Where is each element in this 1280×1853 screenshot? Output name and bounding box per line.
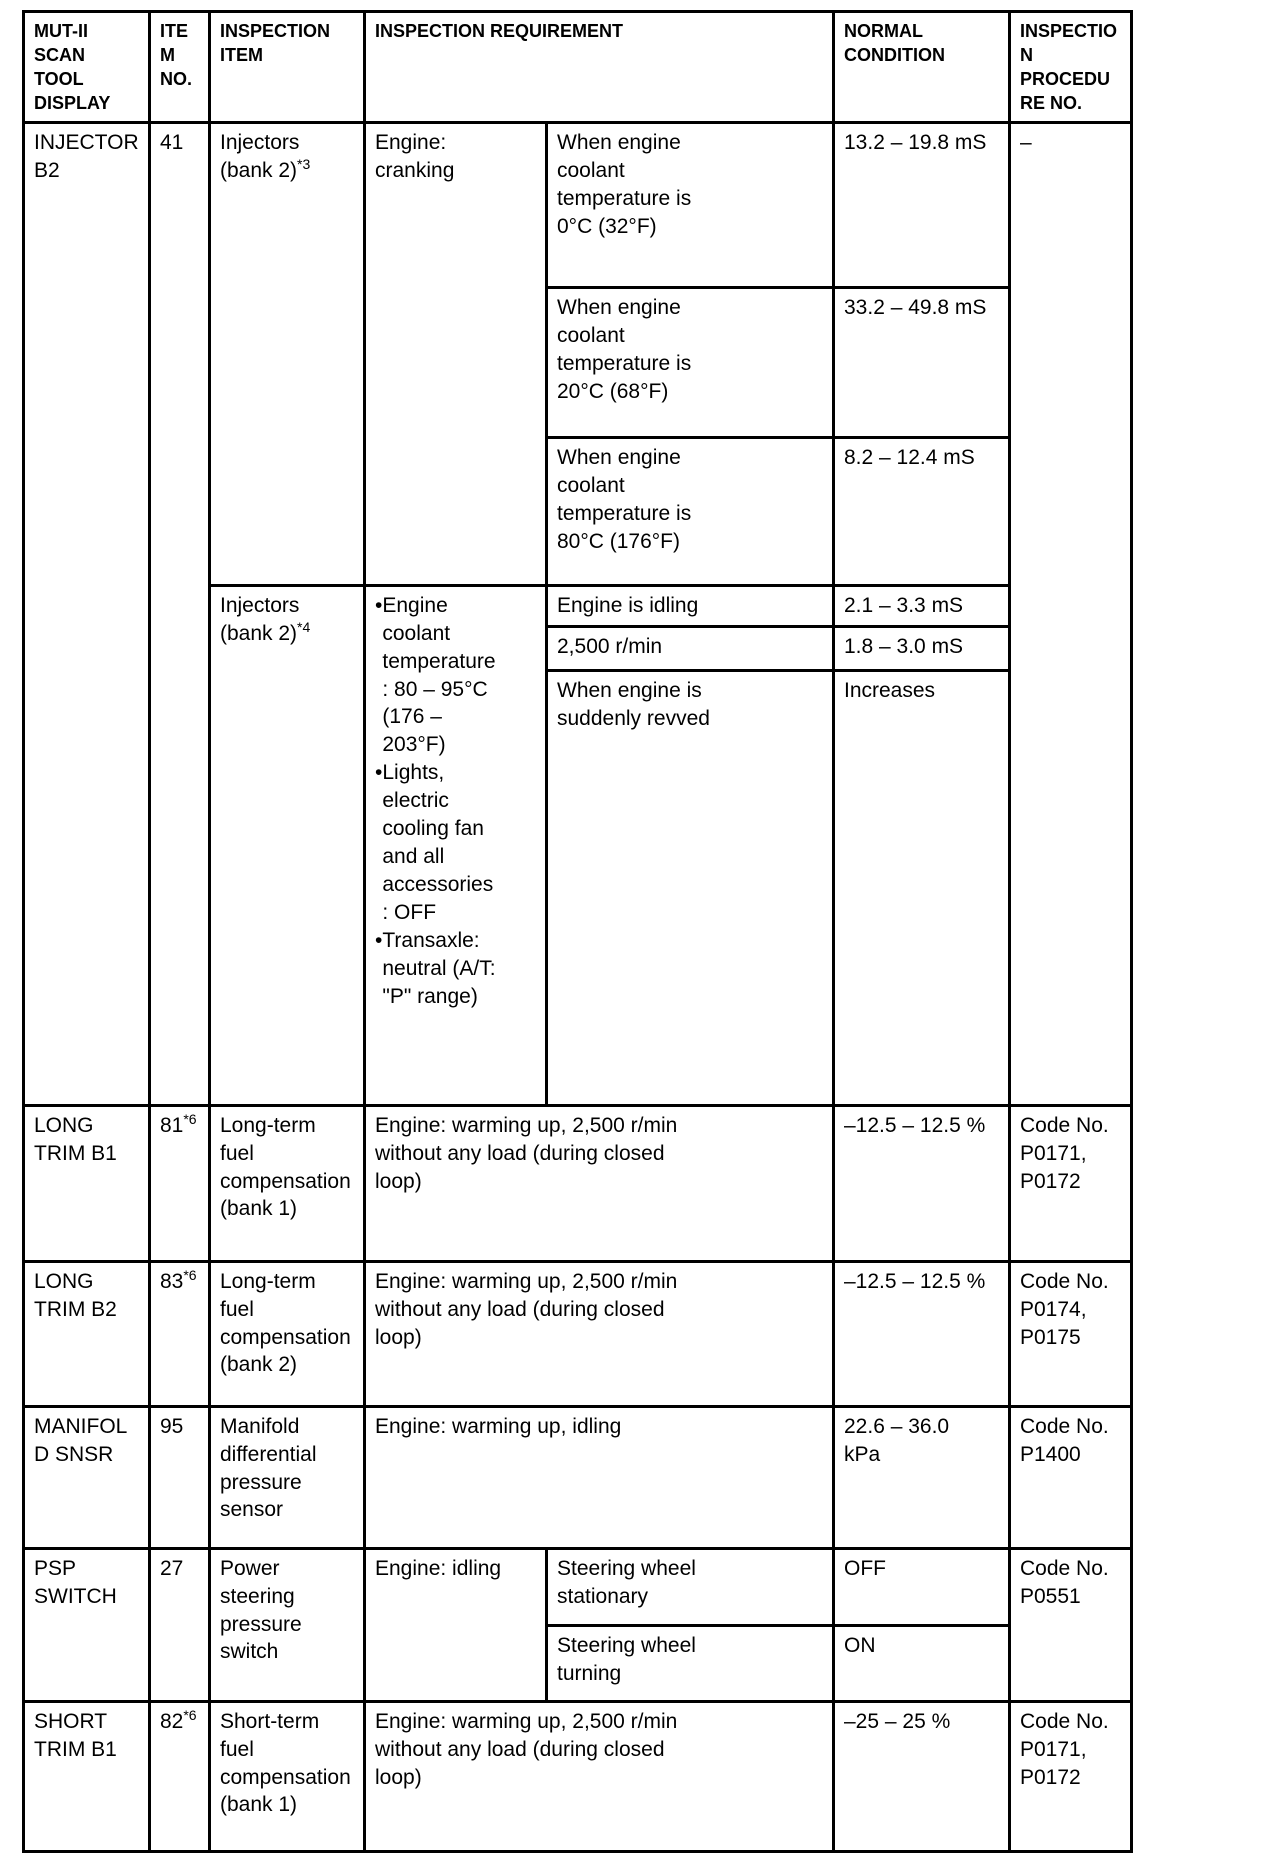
- cell-item-injectors-bank2-4: [210, 585, 365, 1105]
- cell-requirement-warming-2500-b1: Engine: warming up, 2,500 r/min without any load (during closed loop): [365, 1105, 834, 1261]
- header-normal-condition: NORMAL CONDITION: [834, 12, 1010, 123]
- cell-normal-off: OFF: [834, 1548, 1010, 1625]
- cell-item-injectors-bank2-3: [210, 122, 365, 585]
- cell-procedure-p1400: Code No. P1400: [1010, 1406, 1132, 1548]
- cell-requirement-engine-idling: Engine: idling: [365, 1548, 547, 1701]
- cell-itemno-27: 27: [150, 1548, 210, 1701]
- bullet-dot-icon: •: [375, 761, 383, 785]
- footnote-superscript: *6: [183, 1110, 197, 1127]
- cell-requirement-engine-cranking: Engine: cranking: [365, 122, 547, 585]
- cell-normal-pm12-5-b1: –12.5 – 12.5 %: [834, 1105, 1010, 1261]
- row-short-trim-b1: [24, 1701, 1132, 1851]
- cell-itemno-82: 82$^{*6}$: [150, 1701, 210, 1851]
- header-inspection-procedure-no: INSPECTION PROCEDURE NO.: [1010, 12, 1132, 123]
- cell-normal-2-1: 2.1 – 3.3 mS: [834, 585, 1010, 626]
- header-inspection-requirement: INSPECTION REQUIREMENT: [365, 12, 834, 123]
- cell-when-wheel-stationary: Steering wheel stationary: [547, 1548, 834, 1625]
- cell-itemno-81: 81$^{*6}$: [150, 1105, 210, 1261]
- cell-item-manifold-sensor: Manifold differential pressure sensor: [210, 1406, 365, 1548]
- cell-item-long-term-fuel-b1: Long-term fuel compensation (bank 1): [210, 1105, 365, 1261]
- cell-when-suddenly-revved: When engine is suddenly revved: [547, 670, 834, 1105]
- cell-item-short-term-fuel-b1: Short-term fuel compensation (bank 1): [210, 1701, 365, 1851]
- header-item-no: ITEM NO.: [150, 12, 210, 123]
- cell-requirement-bullets: [365, 585, 547, 1105]
- cell-display-manifold-snsr: MANIFOLD SNSR: [24, 1406, 150, 1548]
- cell-requirement-warming-2500-short: Engine: warming up, 2,500 r/min without any load (during closed loop): [365, 1701, 834, 1851]
- footnote-superscript: *6: [183, 1706, 197, 1723]
- cell-when-coolant-80c: When engine coolant temperature is 80°C (176°F): [547, 437, 834, 585]
- cell-when-2500-rmin: 2,500 r/min: [547, 626, 834, 670]
- cell-normal-pm12-5-b2: –12.5 – 12.5 %: [834, 1261, 1010, 1406]
- cell-itemno-95: 95: [150, 1406, 210, 1548]
- requirement-bullet-1: •Engine coolant temperature : 80 – 95°C (176 – 203°F): [375, 593, 496, 757]
- cell-when-coolant-20c: When engine coolant temperature is 20°C (68°F): [547, 287, 834, 437]
- cell-procedure-p0171-p0172: Code No. P0171, P0172: [1010, 1105, 1132, 1261]
- footnote-superscript: *4: [297, 618, 311, 635]
- cell-procedure-p0174-p0175: Code No. P0174, P0175: [1010, 1261, 1132, 1406]
- inspection-item-label: Injectors (bank 2): [220, 593, 300, 645]
- header-row: [24, 12, 1132, 123]
- footnote-superscript: *6: [183, 1266, 197, 1283]
- cell-display-long-trim-b2: LONG TRIM B2: [24, 1261, 150, 1406]
- inspection-table: [22, 10, 1133, 1853]
- cell-when-engine-idling: Engine is idling: [547, 585, 834, 626]
- cell-procedure-p0171-p0172-short: Code No. P0171, P0172: [1010, 1701, 1132, 1851]
- cell-requirement-warming-2500-b2: Engine: warming up, 2,500 r/min without any load (during closed loop): [365, 1261, 834, 1406]
- row-manifold-snsr: [24, 1406, 1132, 1548]
- row-long-trim-b1: [24, 1105, 1132, 1261]
- cell-requirement-warming-idling: Engine: warming up, idling: [365, 1406, 834, 1548]
- cell-itemno-83: 83$^{*6}$: [150, 1261, 210, 1406]
- cell-when-coolant-0c: When engine coolant temperature is 0°C (32°F): [547, 122, 834, 287]
- row-injector-0c: [24, 122, 1132, 287]
- requirement-bullet-3: •Transaxle: neutral (A/T: "P" range): [375, 928, 496, 1008]
- cell-normal-increases: Increases: [834, 670, 1010, 1105]
- cell-itemno-41: 41: [150, 122, 210, 1105]
- cell-display-short-trim-b1: SHORT TRIM B1: [24, 1701, 150, 1851]
- cell-normal-22-6-kpa: 22.6 – 36.0 kPa: [834, 1406, 1010, 1548]
- cell-procedure-p0551: Code No. P0551: [1010, 1548, 1132, 1701]
- cell-item-long-term-fuel-b2: Long-term fuel compensation (bank 2): [210, 1261, 365, 1406]
- cell-display-injector-b2: INJECTOR B2: [24, 122, 150, 1105]
- cell-procedure-dash: –: [1010, 122, 1132, 1105]
- cell-display-psp-switch: PSP SWITCH: [24, 1548, 150, 1701]
- cell-normal-33-2: 33.2 – 49.8 mS: [834, 287, 1010, 437]
- cell-normal-on: ON: [834, 1625, 1010, 1701]
- cell-item-power-steering-switch: Power steering pressure switch: [210, 1548, 365, 1701]
- cell-normal-8-2: 8.2 – 12.4 mS: [834, 437, 1010, 585]
- cell-normal-1-8: 1.8 – 3.0 mS: [834, 626, 1010, 670]
- cell-normal-13-2: 13.2 – 19.8 mS: [834, 122, 1010, 287]
- header-mut-display: MUT-II SCAN TOOL DISPLAY: [24, 12, 150, 123]
- requirement-bullet-2: •Lights, electric cooling fan and all accessories : OFF: [375, 761, 494, 924]
- row-psp-stationary: [24, 1548, 1132, 1625]
- cell-when-wheel-turning: Steering wheel turning: [547, 1625, 834, 1701]
- bullet-dot-icon: •: [375, 928, 383, 952]
- footnote-superscript: *3: [297, 155, 311, 172]
- header-inspection-item: INSPECTION ITEM: [210, 12, 365, 123]
- inspection-item-label: Injectors (bank 2): [220, 130, 300, 182]
- cell-display-long-trim-b1: LONG TRIM B1: [24, 1105, 150, 1261]
- row-long-trim-b2: [24, 1261, 1132, 1406]
- cell-normal-pm25: –25 – 25 %: [834, 1701, 1010, 1851]
- bullet-dot-icon: •: [375, 593, 383, 617]
